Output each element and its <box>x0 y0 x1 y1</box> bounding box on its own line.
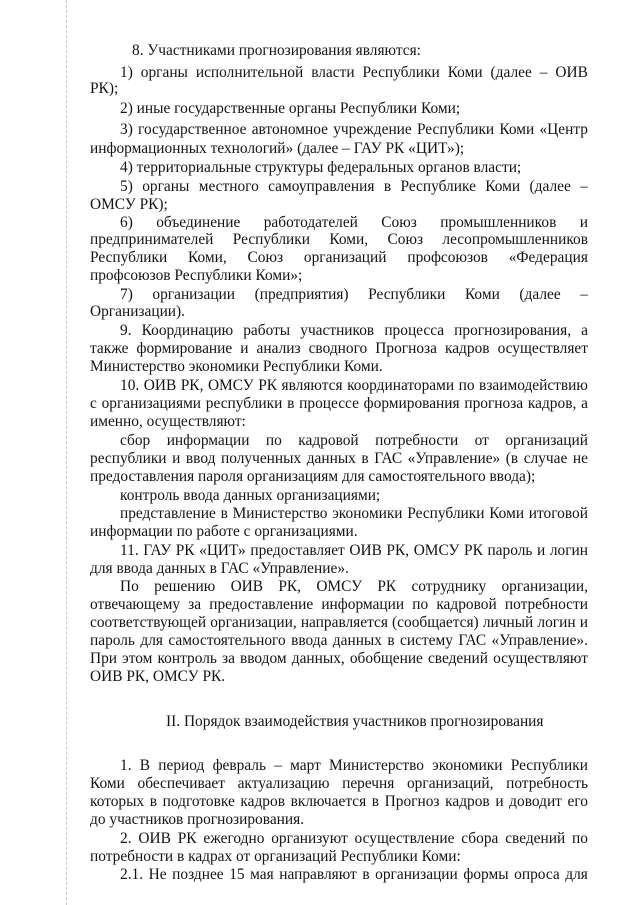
text-line: 2.1. Не позднее 15 мая направляют в организации формы опроса для <box>120 866 588 883</box>
text-line: 4) территориальные структуры федеральных органов власти; <box>120 159 522 176</box>
text-line: представление в Министерство экономики Республики Коми итоговой <box>120 505 588 522</box>
section-heading: II. Порядок взаимодействия участников прогнозирования <box>166 713 544 730</box>
left-margin-line <box>66 0 67 905</box>
text-line: контроль ввода данных организациями; <box>120 487 381 504</box>
text-line: 1. В период февраль – март Министерство экономики Республики <box>120 757 588 774</box>
text-line: 2. ОИВ РК ежегодно организуют осуществление сбора сведений по <box>120 830 588 847</box>
text-line: республики и ввод полученных данных в ГАС «Управление» (в случае не <box>90 450 588 467</box>
text-line: Коми обеспечивает актуализацию перечня организаций, потребность <box>90 775 588 792</box>
text-line: При этом контроль за вводом данных, обобщение сведений осуществляют <box>90 650 588 667</box>
text-line: ОИВ РК, ОМСУ РК. <box>90 668 226 685</box>
text-line: 5) органы местного самоуправления в Республике Коми (далее – <box>120 178 588 195</box>
text-line: также формирование и анализ сводного Прогноза кадров осуществляет <box>90 340 588 357</box>
text-line: профсоюзов Республики Коми»; <box>90 267 303 284</box>
text-line: до участников прогнозирования. <box>90 811 305 828</box>
text-line: 7) организации (предприятия) Республики Коми (далее – <box>120 286 588 303</box>
text-line: информационных технологий» (далее – ГАУ РК «ЦИТ»); <box>90 140 465 157</box>
text-line: 11. ГАУ РК «ЦИТ» предоставляет ОИВ РК, ОМСУ РК пароль и логин <box>120 542 588 559</box>
text-line: 3) государственное автономное учреждение Республики Коми «Центр <box>120 121 588 138</box>
text-line: для ввода данных в ГАС «Управление». <box>90 560 349 577</box>
text-line: соответствующей организации, направляется (сообщается) личный логин и <box>90 614 588 631</box>
text-line: 9. Координацию работы участников процесса прогнозирования, а <box>120 322 588 339</box>
text-line: с организациями республики в процессе формирования прогноза кадров, а <box>90 395 588 412</box>
text-line: Республики Коми, Союз организаций профсоюзов «Федерация <box>90 249 588 266</box>
text-line: которых в подготовке кадров включается в Прогноз кадров и доводит его <box>90 793 588 810</box>
text-line: По решению ОИВ РК, ОМСУ РК сотруднику организации, <box>120 578 588 595</box>
text-line: потребности в кадрах от организаций Республики Коми: <box>90 848 461 865</box>
text-line: сбор информации по кадровой потребности от организаций <box>120 432 588 449</box>
text-line: 8. Участниками прогнозирования являются: <box>132 42 421 59</box>
text-line: 10. ОИВ РК, ОМСУ РК являются координаторами по взаимодействию <box>120 377 588 394</box>
text-line: 1) органы исполнительной власти Республики Коми (далее – ОИВ <box>120 64 588 81</box>
text-line: РК); <box>90 80 119 97</box>
text-line: пароль для самостоятельного ввода данных в систему ГАС «Управление». <box>90 632 588 649</box>
text-line: Организации). <box>90 303 186 320</box>
text-line: ОМСУ РК); <box>90 196 168 213</box>
text-line: информации по работе с организациями. <box>90 523 358 540</box>
text-line: Министерство экономики Республики Коми. <box>90 358 383 375</box>
text-line: именно, осуществляют: <box>90 413 246 430</box>
text-line: предоставления пароля организациям для самостоятельного ввода); <box>90 468 536 485</box>
text-line: 2) иные государственные органы Республики Коми; <box>120 100 461 117</box>
text-line: 6) объединение работодателей Союз промышленников и <box>120 214 588 231</box>
text-line: отвечающему за предоставление информации по кадровой потребности <box>90 596 588 613</box>
text-line: предпринимателей Республики Коми, Союз лесопромышленников <box>90 231 588 248</box>
